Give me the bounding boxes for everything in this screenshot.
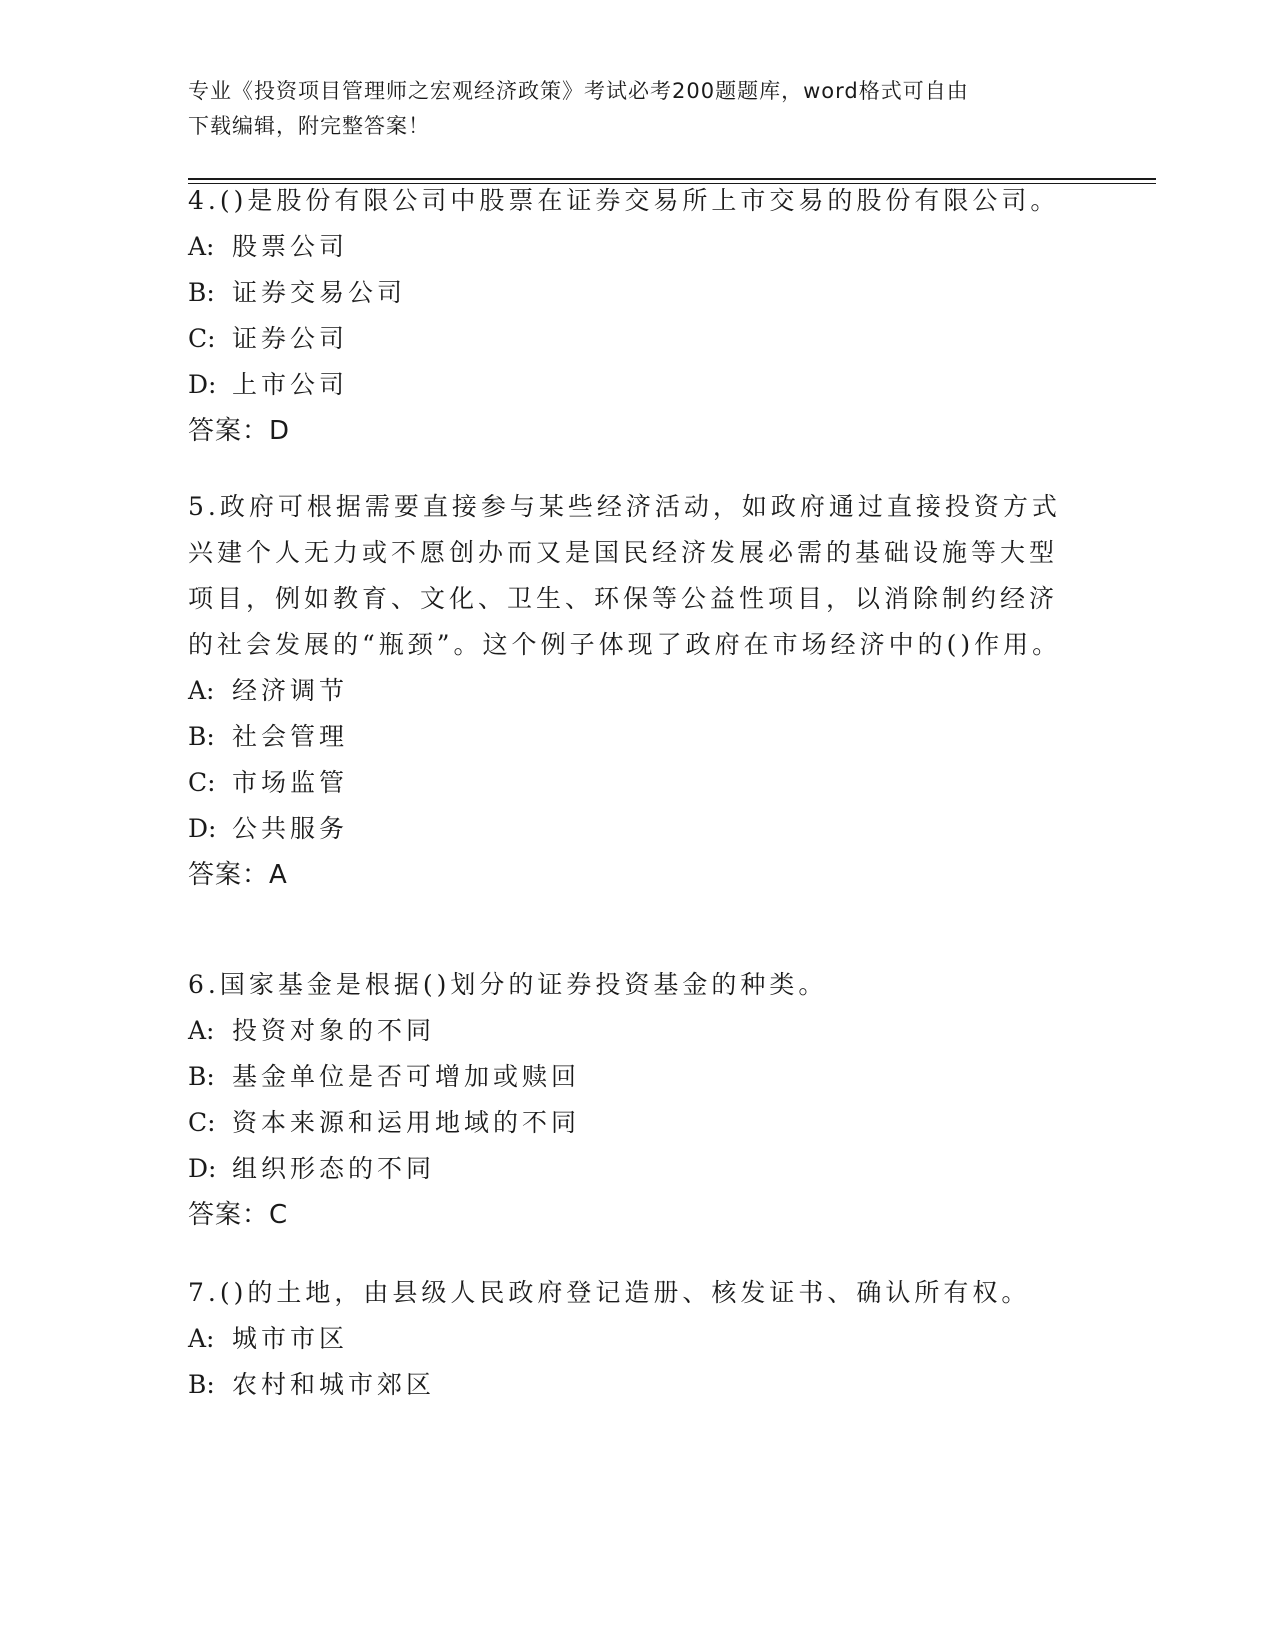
option-c <box>188 316 1078 362</box>
option-label: B: <box>188 1062 215 1091</box>
option-c <box>188 1100 1078 1146</box>
option-text: 农村和城市郊区 <box>232 1370 436 1399</box>
option-text: 城市市区 <box>232 1324 349 1353</box>
option-label: A: <box>188 676 215 705</box>
option-d <box>188 1146 1078 1192</box>
option-a <box>188 668 1078 714</box>
option-label: B: <box>188 722 215 751</box>
option-a <box>188 224 1078 270</box>
option-label: B: <box>188 1370 215 1399</box>
question-stem: 5.政府可根据需要直接参与某些经济活动，如政府通过直接投资方式兴建个人无力或不愿创办而又是国民经济发展必需的基础设施等大型项目，例如教育、文化、卫生、环保等公益性项目，以消除制约经济的社会发展的“瓶颈”。这个例子体现了政府在市场经济中的()作用。 <box>188 492 1062 659</box>
option-b <box>188 270 1078 316</box>
option-text: 股票公司 <box>232 232 349 261</box>
answer: 答案：C <box>188 1200 289 1230</box>
option-d <box>188 362 1078 408</box>
question-4 <box>188 178 1078 454</box>
question-6 <box>188 962 1078 1238</box>
question-7 <box>188 1270 1078 1408</box>
option-d <box>188 806 1078 852</box>
option-label: D: <box>188 370 217 399</box>
question-stem: 7.()的土地，由县级人民政府登记造册、核发证书、确认所有权。 <box>188 1278 1031 1307</box>
question-stem: 4.()是股份有限公司中股票在证券交易所上市交易的股份有限公司。 <box>188 186 1060 215</box>
option-c <box>188 760 1078 806</box>
option-text: 公共服务 <box>232 814 349 843</box>
answer: 答案：D <box>188 416 291 446</box>
option-text: 上市公司 <box>232 370 349 399</box>
option-a <box>188 1008 1078 1054</box>
question-5 <box>188 484 1078 898</box>
header-line-2: 下载编辑，附完整答案！ <box>188 114 430 138</box>
option-text: 组织形态的不同 <box>232 1154 436 1183</box>
option-label: A: <box>188 232 215 261</box>
option-label: C: <box>188 1108 216 1137</box>
option-label: C: <box>188 768 216 797</box>
header-line-1: 专业《投资项目管理师之宏观经济政策》考试必考200题题库，word格式可自由 <box>188 79 969 103</box>
answer: 答案：A <box>188 860 288 890</box>
option-text: 证券公司 <box>232 324 349 353</box>
option-text: 投资对象的不同 <box>232 1016 436 1045</box>
option-b <box>188 1362 1078 1408</box>
option-text: 经济调节 <box>232 676 349 705</box>
option-text: 基金单位是否可增加或赎回 <box>232 1062 581 1091</box>
option-text: 证券交易公司 <box>232 278 407 307</box>
question-stem: 6.国家基金是根据()划分的证券投资基金的种类。 <box>188 970 828 999</box>
option-label: D: <box>188 814 217 843</box>
option-b <box>188 1054 1078 1100</box>
option-b <box>188 714 1078 760</box>
option-text: 资本来源和运用地域的不同 <box>232 1108 581 1137</box>
option-label: A: <box>188 1324 215 1353</box>
option-text: 社会管理 <box>232 722 349 751</box>
option-label: D: <box>188 1154 217 1183</box>
option-label: C: <box>188 324 216 353</box>
option-label: A: <box>188 1016 215 1045</box>
option-a <box>188 1316 1078 1362</box>
document-header <box>188 74 1088 144</box>
option-text: 市场监管 <box>232 768 349 797</box>
option-label: B: <box>188 278 215 307</box>
